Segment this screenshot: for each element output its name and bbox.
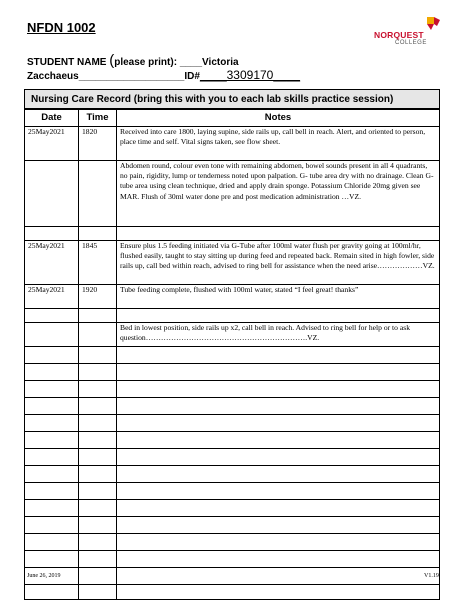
paren-open: ( bbox=[109, 52, 115, 69]
table-row bbox=[25, 398, 440, 415]
cell-time bbox=[79, 227, 117, 241]
cell-date: 25May2021 bbox=[25, 127, 79, 161]
cell-time: 1845 bbox=[79, 241, 117, 285]
cell-time bbox=[79, 483, 117, 500]
table-header-row bbox=[25, 110, 440, 127]
cell-date bbox=[25, 347, 79, 364]
cell-notes bbox=[117, 483, 440, 500]
cell-date bbox=[25, 309, 79, 323]
student-name-value: ____Victoria bbox=[179, 57, 239, 68]
table-row bbox=[25, 483, 440, 500]
cell-time bbox=[79, 432, 117, 449]
cell-date bbox=[25, 466, 79, 483]
footer-version: V1.19 bbox=[424, 573, 439, 579]
cell-notes bbox=[117, 568, 440, 585]
cell-notes bbox=[117, 381, 440, 398]
course-code: NFDN 1002 bbox=[27, 20, 96, 35]
cell-notes bbox=[117, 227, 440, 241]
cell-date bbox=[25, 585, 79, 600]
cell-date bbox=[25, 551, 79, 568]
cell-time bbox=[79, 585, 117, 600]
table-row bbox=[25, 347, 440, 364]
cell-time bbox=[79, 309, 117, 323]
student-name-label: STUDENT NAME bbox=[27, 57, 110, 68]
cell-time bbox=[79, 551, 117, 568]
cell-notes bbox=[117, 534, 440, 551]
cell-time bbox=[79, 466, 117, 483]
cell-notes bbox=[117, 347, 440, 364]
notes-column-header: Notes bbox=[117, 110, 440, 127]
student-name-line bbox=[27, 52, 239, 69]
record-title: Nursing Care Record (bring this with you to each lab skills practice session) bbox=[24, 89, 440, 109]
cell-time bbox=[79, 364, 117, 381]
table-row bbox=[25, 585, 440, 600]
logo-name: NORQUEST bbox=[374, 30, 424, 40]
cell-date bbox=[25, 227, 79, 241]
cell-date bbox=[25, 161, 79, 227]
table-row bbox=[25, 466, 440, 483]
cell-notes bbox=[117, 415, 440, 432]
logo-sub: COLLEGE bbox=[395, 40, 427, 46]
cell-notes bbox=[117, 364, 440, 381]
cell-date bbox=[25, 323, 79, 347]
cell-time bbox=[79, 449, 117, 466]
table-row bbox=[25, 323, 440, 347]
cell-notes: Ensure plus 1.5 feeding initiated via G-Tube after 100ml water flush per gravity going at 100ml/hr, flushed easily, taught to stay sitting up during feed and repeated back. Remain sited in high fowler, side rails up, call bed within reach, advised to ring bell for assistance when the need arise………………VZ. bbox=[117, 241, 440, 285]
table-row bbox=[25, 227, 440, 241]
cell-date: 25May2021 bbox=[25, 241, 79, 285]
cell-notes bbox=[117, 585, 440, 600]
cell-time bbox=[79, 500, 117, 517]
table-row bbox=[25, 309, 440, 323]
table-row bbox=[25, 500, 440, 517]
cell-date bbox=[25, 432, 79, 449]
cell-date bbox=[25, 534, 79, 551]
cell-notes: Tube feeding complete, flushed with 100ml water, stated “I feel great! thanks” bbox=[117, 285, 440, 309]
cell-time bbox=[79, 398, 117, 415]
cell-date: 25May2021 bbox=[25, 285, 79, 309]
cell-notes bbox=[117, 500, 440, 517]
footer-date: June 26, 2019 bbox=[27, 573, 61, 579]
table-row bbox=[25, 415, 440, 432]
cell-notes bbox=[117, 432, 440, 449]
cell-notes bbox=[117, 398, 440, 415]
student-id-value: ____3309170____ bbox=[199, 68, 301, 82]
cell-time: 1920 bbox=[79, 285, 117, 309]
logo-mark-icon bbox=[425, 16, 441, 32]
table-row bbox=[25, 449, 440, 466]
table-row bbox=[25, 241, 440, 285]
student-surname-and-id-label: Zacchaeus___________________ID# bbox=[27, 71, 200, 82]
student-name-hint: please print): bbox=[114, 57, 178, 68]
cell-time: 1820 bbox=[79, 127, 117, 161]
table-row bbox=[25, 432, 440, 449]
table-row bbox=[25, 364, 440, 381]
table-row bbox=[25, 161, 440, 227]
table-row bbox=[25, 517, 440, 534]
cell-time bbox=[79, 534, 117, 551]
cell-date bbox=[25, 517, 79, 534]
table-row bbox=[25, 534, 440, 551]
cell-notes bbox=[117, 309, 440, 323]
cell-notes bbox=[117, 449, 440, 466]
table-row bbox=[25, 127, 440, 161]
cell-date bbox=[25, 500, 79, 517]
table-row bbox=[25, 551, 440, 568]
cell-time bbox=[79, 323, 117, 347]
cell-notes: Bed in lowest position, side rails up x2, call bell in reach. Advised to ring bell for help or to ask question……………………………………………………….VZ. bbox=[117, 323, 440, 347]
cell-time bbox=[79, 568, 117, 585]
cell-time bbox=[79, 517, 117, 534]
nursing-care-record-table bbox=[24, 109, 440, 600]
cell-date bbox=[25, 364, 79, 381]
cell-date bbox=[25, 483, 79, 500]
cell-notes: Abdomen round, colour even tone with remaining abdomen, bowel sounds present in all 4 quadrants, no pain, rigidity, lump or tenderness noted upon palpation. G- tube area dry with no drainage. Clean G- tube area using clean technique, dried and apply drain sponge. Potassium Chloride 20mg given see MAR. Flush of 30ml water done pre and post medication administration …VZ. bbox=[117, 161, 440, 227]
cell-notes bbox=[117, 466, 440, 483]
cell-date bbox=[25, 381, 79, 398]
cell-notes bbox=[117, 517, 440, 534]
student-id-line bbox=[27, 68, 300, 82]
cell-notes: Received into care 1800, laying supine, side rails up, call bell in reach. Alert, and oriented to person, place time and self. Vital signs taken, see flow sheet. bbox=[117, 127, 440, 161]
cell-time bbox=[79, 161, 117, 227]
table-row bbox=[25, 285, 440, 309]
cell-date bbox=[25, 398, 79, 415]
cell-time bbox=[79, 381, 117, 398]
cell-time bbox=[79, 415, 117, 432]
cell-date bbox=[25, 449, 79, 466]
time-column-header: Time bbox=[79, 110, 117, 127]
cell-time bbox=[79, 347, 117, 364]
cell-notes bbox=[117, 551, 440, 568]
table-row bbox=[25, 381, 440, 398]
table-row bbox=[25, 568, 440, 585]
cell-date bbox=[25, 415, 79, 432]
date-column-header: Date bbox=[25, 110, 79, 127]
